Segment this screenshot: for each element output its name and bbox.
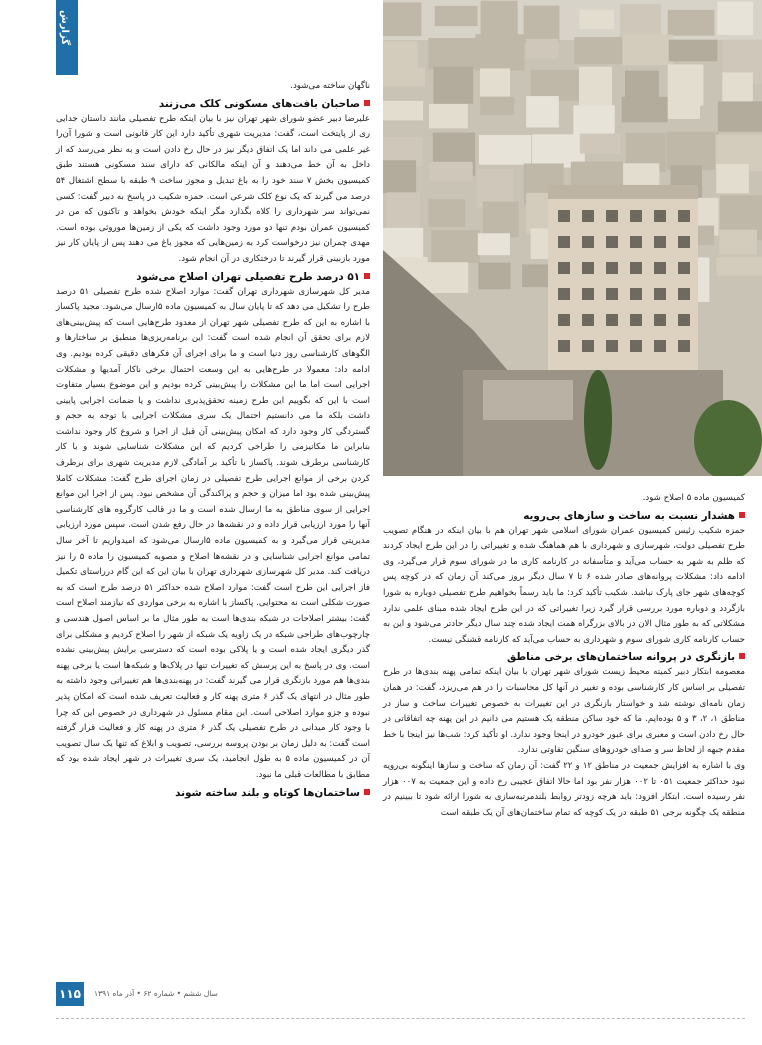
paragraph: وی با اشاره به افزایش جمعیت در مناطق ۱۲ و ۲۲ گفت: آن زمان که ساخت و سازها اینگونه بی‌رویه نبود حداکثر جمعیت ۰۵۱ تا ۰۰۲ هزار نفر بود اما حالا اتفاق عجیبی رخ داده و این جمعیت به ۰۰۷ هزار نفر رسیده است. ابتکار افزود: باید هرچه زودتر روابط بلندمرتبه‌سازی به شورا ارائه شود تا ببینیم در منطقه یک چگونه برجی ۵۱ طبقه در یک کوچه که تمام ساختمان‌های آن یک طبقه است xyxy=(383,760,746,818)
section-heading xyxy=(383,508,745,524)
heading-bullet-icon xyxy=(364,789,370,795)
page-number: ۱۱۵ xyxy=(56,982,84,1006)
heading-text: بازنگری در پروانه ساختمان‌های برخی مناطق xyxy=(506,651,735,664)
tehran-buildings-illustration xyxy=(383,0,762,476)
issue-info: سال ششم • شماره ۶۲ • آذر ماه ۱۳۹۱ xyxy=(94,989,218,998)
paragraph: معصومه ابتکار دبیر کمیته محیط زیست شورای شهر تهران با بیان اینکه تمامی پهنه بندی‌ها در طرح تفصیلی بر اساس کار کارشناسی بوده و تغییر در آنها کل محاسبات را در هم می‌ریزد، گفت: در همان زمان نامه‌ای نوشته شد و خواستار بازنگری در این تغییرات به خصوص تغییرات ساخت و ساز در مناطق ۱، ۲، ۳ و ۵ بوده‌ایم. ما که خود ساکن منطقه یک هستیم می دانیم در این پهنه چه اتفاقاتی در حال رخ دادن است و معبری برای عبور خودرو در اینجا وجود ندارد. او تأکید کرد: شب‌ها نیز اینجا با خط مقدم جبهه از لحاظ سر و صدای خودروهای سنگین تفاوتی ندارد. xyxy=(383,667,745,756)
heading-bullet-icon xyxy=(364,273,370,279)
article-column-right xyxy=(383,491,745,821)
paragraph: حمزه شکیب رئیس کمیسیون عمران شورای اسلامی شهر تهران هم با بیان اینکه در هنگام تصویب طرح تفصیلی دولت، شهرسازی و شهرداری با هم هماهنگ شده و تغییراتی را در این طرح ایجاد کردند که ظلم به شهر به حساب می‌آید و متأسفانه در کارنامه کاری ما در شورای سوم قرار می‌گیرد، وی ادامه داد: مشکلات پروانه‌های صادر شده ۶ تا ۷ سال دیگر بروز می‌کند آن زمان که در کوچه پس کوچه‌های شهر جای پارک نباشد. شکیب تأکید کرد: ما باید رسماً بخواهیم طرح تفصیلی دوباره به شورا بازگردد و دوباره مورد بررسی قرار گیرد زیرا تغییراتی که در این طرح ایجاد شده مبنای علمی ندارد مشکلاتی که به طور مثال الان در بالای بزرگراه همت ایجاد شده چند سال دیگر حادتر می‌شود و این به حساب کارنامه کاری شورای سوم و شهرداری به حساب می‌آید که کارنامه قشنگی نیست. xyxy=(383,525,745,645)
paragraph: کمیسیون ماده ۵ اصلاح شود. xyxy=(642,493,745,503)
heading-bullet-icon xyxy=(364,100,370,106)
heading-text: ساختمان‌ها کوتاه و بلند ساخته شوند xyxy=(175,786,360,799)
heading-text: هشدار نسبت به ساخت و سازهای بی‌رویه xyxy=(523,509,735,522)
section-heading xyxy=(56,269,370,285)
paragraph: علیرضا دبیر عضو شورای شهر تهران نیز با بیان اینکه طرح تفصیلی مانند داستان جدایی ری از پایتخت است، گفت: مدیریت شهری تأکید دارد این کار قانونی است و شورا آن‌را غیر علمی می داند اما یک اتفاق دیگر نیز در حال رخ دادن است و به نظر می‌رسد که از داخل به آن خط می‌دهند و آن اینکه مالکانی که دارای سند مسکونی هستند طبق کمیسیون بخش ۷ سند خود را به باغ تبدیل و مجوز ساخت ۹ طبقه با سطح اشتغال ۵۴ درصد می گیرند که یک نوع کلک شرعی است. حمزه شکیب در پاسخ به دبیر گفت: کسی نمی‌تواند سر شهرداری را کلاه بگذارد مگر اینکه خودش بخواهد و تاکنون که من در کمیسیون عمران بودم تنها دو مورد وجود داشت که یکی از زمین‌ها موروثی بوده است. مهدی چمران نیز درخواست کرد به زمین‌هایی که مجوز باغ می دهند پس از پایان کار نیز مورد بازبینی قرار گیرند تا درختکاری در آن انجام شود. xyxy=(56,113,371,264)
section-heading xyxy=(56,785,370,801)
section-heading xyxy=(383,649,745,665)
section-heading xyxy=(56,96,370,112)
heading-bullet-icon xyxy=(739,512,745,518)
paragraph: مدیر کل شهرسازی شهرداری تهران گفت: موارد اصلاح شده طرح تفصیلی ۵۱ درصد طرح را تشکیل می دهد که تا پایان سال به کمیسیون ماده ۵ارسال می‌شود. مجید پاکساز با اشاره به این که طرح تفصیلی شهر تهران از معدود طرح‌هایی است که پیش‌بینی‌های لازم برای تحقق آن انجام شده است گفت: این برنامه‌ریزی‌ها منطبق بر ساختارها و الگوهای کارشناسی روز دنیا است و ما برای اجرای آن فکرهای دقیقی کرده بودیم. وی ادامه داد: معمولا در طرح‌هایی به این وسعت احتمال برخی ناکار آمدیها و مشکلات اجرایی است اما ما این مشکلات را پیش‌بینی کرده بودیم و این موضوع بسیار متفاوت است با این که بگوییم این طرح زمینه تحقق‌پذیری نداشت و یا ضمانت اجرایی پایینی داشت بلکه ما می دانستیم احتمال یک سری مشکلات اجرایی با توجه به حجم و گستردگی کار وجود دارد که امکان پیش‌بینی آن قبل از اجرا و شروع کار وجود نداشت بنابراین ما مکانیزمی را طراحی کردیم که این مشکلات شناسایی شوند و با کار کارشناسی برطرف شوند. پاکساز با تأکید بر آمادگی لازم مدیریت شهری برای برطرف کردن برخی از موانع اجرایی طرح تفصیلی در زمان اجرای طرح گفت: مشکلات کاملا پیش‌بینی شده بود اما میزان و حجم و پراکندگی آن مشخص نبود. پس از اجرا این موانع اجرایی از سوی مناطق به ما ارسال شده است و ما در قالب کارگروه های کارشناسی آنها را مورد ارزیابی قرار داده و در نقشه‌ها در حال رفع شدن است. سپس مورد ارزیابی مدیریتی قرار می‌گیرد و به کمیسیون ماده ۵ارسال می‌شود که امیدواریم تا آخر سال تمامی موانع اجرایی شناسایی و در نقشه‌ها اصلاح و مصوبه کمیسیون را ماده ۵ را نیز دریافت کند. مدیر کل شهرسازی شهرداری تهران با بیان این که این گام درراستای تکمیل فاز اجرایی این طرح است گفت: موارد اصلاح شده حداکثر ۵۱ درصد طرح است که به صورت شکلی است نه محتوایی. پاکساز با اشاره به برخی مواردی که نیازمند اصلاح است گفت: بیشتر اصلاحات در شبکه بندی‌ها است به طور مثال ما بر اساس اصول هندسی و چارچوب‌های طراحی شبکه در یک زاویه یک شبکه از شهر را اصلاح کردیم و مشکلی برای گذر دیگری ایجاد شده است و یا پلاکی بوده است که دسترسی برایش پیش‌بینی نشده است. وی در پاسخ به این پرسش که تغییرات تنها در پلاک‌ها و شبکه‌ها است یا برخی پهنه بندی‌ها هم مورد بازنگری قرار می گیرند گفت: در پهنه‌بندی‌ها هم تغییراتی وجود داشته به طور مثال در انتهای یک گذر ۶ متری پهنه کار و فعالیت تعریف شده است که امکان پذیر نبوده و جزو موارد اصلاحی است. این مقام مسئول در شهرداری در خصوص این که چرا با وجود کار میدانی در طرح تفصیلی یک گذر ۶ متری در پهنه کار و فعالیت قرار گرفته است گفت: به دلیل زمان بر بودن پروسه بررسی، تصویب و ابلاغ که تنها یک سال تصویب آن در کمیسیون ماده ۵ به طول انجامید، یک سری تغییرات در شهر ایجاد شده بود که مطابق با مطالعات قبلی ما نبود. xyxy=(56,286,371,780)
heading-bullet-icon xyxy=(739,653,745,659)
city-photo xyxy=(383,0,762,476)
section-tab xyxy=(56,0,78,75)
article-column-left xyxy=(56,79,370,801)
footer-divider xyxy=(56,1018,745,1019)
section-tab-label: گزارش xyxy=(59,10,70,46)
paragraph: ناگهان ساخته می‌شود. xyxy=(290,81,370,91)
heading-text: صاحبان بافت‌های مسکونی کلک می‌زنند xyxy=(158,97,360,110)
heading-text: ۵۱ درصد طرح تفصیلی تهران اصلاح می‌شود xyxy=(136,270,360,283)
